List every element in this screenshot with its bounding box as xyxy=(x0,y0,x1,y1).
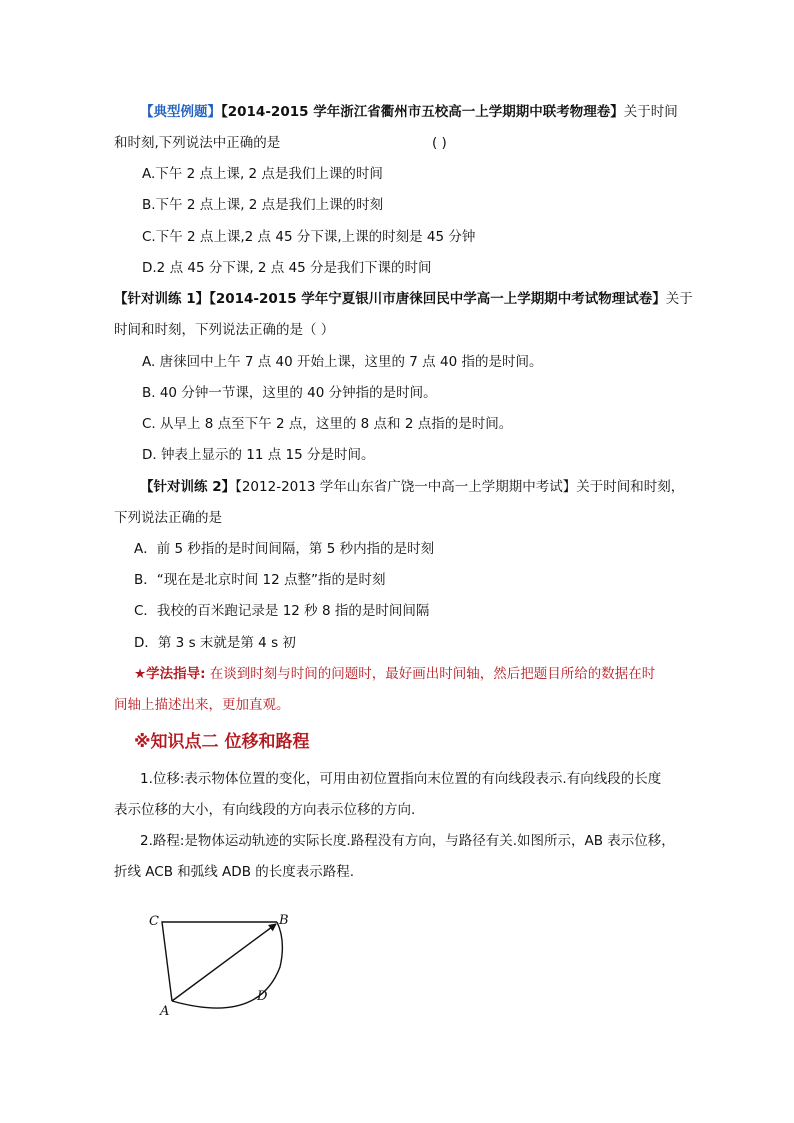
tip-label: ★学法指导: xyxy=(134,666,206,682)
drill2-stem-line1 xyxy=(140,478,684,496)
label-c: C xyxy=(149,914,159,929)
example-option-b: B.下午 2 点上课, 2 点是我们上课的时刻 xyxy=(142,197,384,213)
example-option-a: A.下午 2 点上课, 2 点是我们上课的时间 xyxy=(142,166,383,182)
drill2-option-d: D．第 3 s 末就是第 4 s 初 xyxy=(134,635,296,651)
section-p2-line1: 2.路程:是物体运动轨迹的实际长度.路程没有方向，与路径有关.如图所示，AB 表示位移， xyxy=(140,833,675,849)
example-stem-line1 xyxy=(140,103,678,121)
example-option-c: C.下午 2 点上课,2 点 45 分下课,上课的时刻是 45 分钟 xyxy=(142,229,476,245)
drill1-option-b: B. 40 分钟一节课，这里的 40 分钟指的是时间。 xyxy=(142,385,437,401)
drill2-tag: 【针对训练 2】 xyxy=(140,479,236,495)
drill1-tag: 【针对训练 1】 xyxy=(114,291,210,307)
example-stem-line2: 和时刻,下列说法中正确的是 xyxy=(114,135,281,151)
example-answer-paren: ( ) xyxy=(432,135,447,151)
drill2-stem-tail: 关于时间和时刻， xyxy=(576,479,685,495)
displacement-path-figure xyxy=(140,905,320,1025)
example-stem-tail: 关于时间 xyxy=(623,104,678,120)
example-option-d: D.2 点 45 分下课, 2 点 45 分是我们下课的时间 xyxy=(142,260,432,276)
label-a: A xyxy=(160,1004,170,1019)
drill1-stem-line2: 时间和时刻，下列说法正确的是（ ） xyxy=(114,322,335,338)
label-d: D xyxy=(257,989,268,1004)
drill1-option-a: A. 唐徕回中上午 7 点 40 开始上课，这里的 7 点 40 指的是时间。 xyxy=(142,354,543,370)
tip-line1 xyxy=(134,665,655,683)
drill1-option-c: C. 从早上 8 点至下午 2 点，这里的 8 点和 2 点指的是时间。 xyxy=(142,416,513,432)
example-tag: 【典型例题】 xyxy=(140,104,221,120)
example-source: 【2014-2015 学年浙江省衢州市五校高一上学期期中联考物理卷】 xyxy=(221,104,624,120)
drill1-source: 【2014-2015 学年宁夏银川市唐徕回民中学高一上学期期中考试物理试卷】 xyxy=(209,291,666,307)
section-p1-line2: 表示位移的大小，有向线段的方向表示位移的方向. xyxy=(114,802,416,818)
drill2-option-b: B．“现在是北京时间 12 点整”指的是时刻 xyxy=(134,572,386,588)
label-b: B xyxy=(279,913,289,928)
drill1-stem-line1 xyxy=(114,290,693,308)
drill2-option-a: A．前 5 秒指的是时间间隔，第 5 秒内指的是时刻 xyxy=(134,541,435,557)
section-title: ※知识点二 位移和路程 xyxy=(134,732,310,752)
drill1-option-d: D. 钟表上显示的 11 点 15 分是时间。 xyxy=(142,447,375,463)
drill2-stem-line2: 下列说法正确的是 xyxy=(114,510,222,526)
drill2-source: 【2012-2013 学年山东省广饶一中高一上学期期中考试】 xyxy=(235,479,577,495)
drill1-stem-tail: 关于 xyxy=(665,291,693,307)
tip-line2: 间轴上描述出来，更加直观。 xyxy=(114,697,290,713)
drill2-option-c: C．我校的百米跑记录是 12 秒 8 指的是时间间隔 xyxy=(134,603,430,619)
section-p1-line1: 1.位移:表示物体位置的变化，可用由初位置指向末位置的有向线段表示.有向线段的长度 xyxy=(140,771,662,787)
tip-text-line1: 在谈到时刻与时间的问题时，最好画出时间轴，然后把题目所给的数据在时 xyxy=(205,666,656,682)
section-p2-line2: 折线 ACB 和弧线 ADB 的长度表示路程. xyxy=(114,864,355,880)
